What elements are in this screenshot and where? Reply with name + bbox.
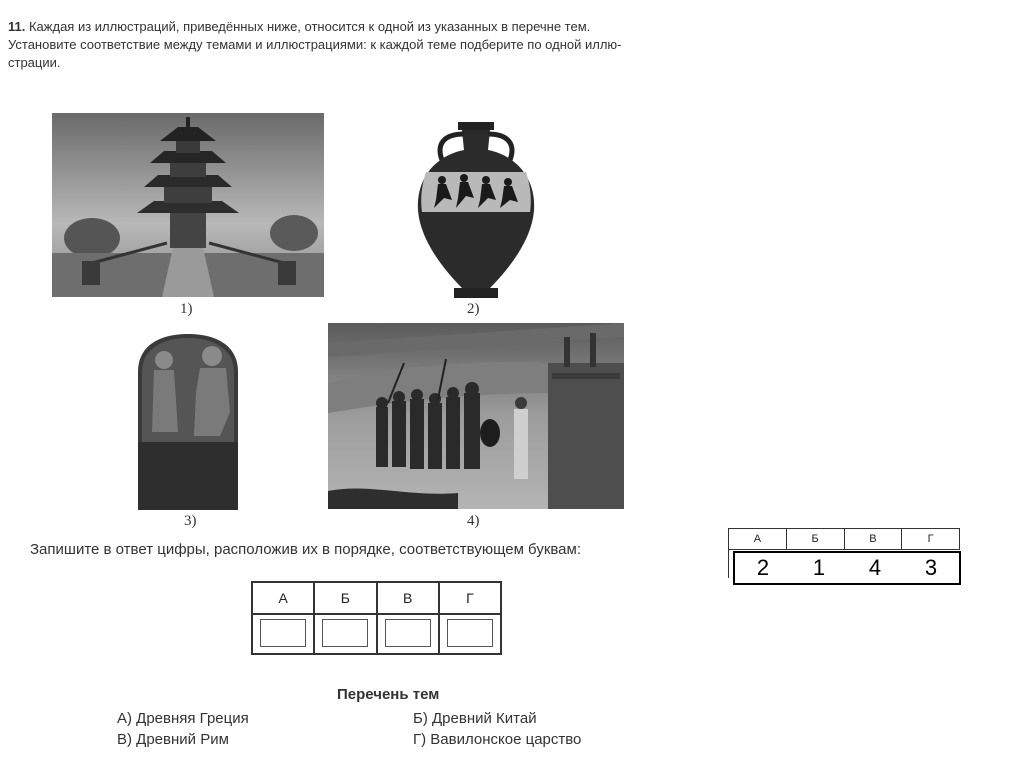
solution-header-a: А bbox=[729, 529, 787, 549]
answer-cell-b[interactable] bbox=[322, 619, 368, 647]
greek-amphora-photo bbox=[414, 120, 538, 300]
answer-table bbox=[251, 581, 502, 655]
hammurabi-stele-photo bbox=[134, 332, 242, 510]
task-number: 11. bbox=[8, 19, 26, 34]
solution-header-g: Г bbox=[927, 533, 934, 545]
task-text bbox=[8, 18, 708, 72]
chinese-pagoda-photo bbox=[52, 113, 324, 297]
illustration-2-caption: 2) bbox=[467, 301, 480, 317]
solution-value-b: 1 bbox=[812, 555, 826, 580]
illustration-1-caption: 1) bbox=[180, 301, 193, 317]
answer-instruction: Запишите в ответ цифры, расположив их в порядке, соответствующем буквам: bbox=[30, 541, 582, 558]
illustration-4-caption: 4) bbox=[467, 513, 480, 529]
roman-gladiators-painting bbox=[328, 323, 624, 509]
answer-header-a: А bbox=[252, 582, 314, 614]
answer-cell-v[interactable] bbox=[385, 619, 431, 647]
solution-value-g: 3 bbox=[924, 555, 938, 580]
topics-title: Перечень тем bbox=[337, 686, 440, 703]
answer-header-v: В bbox=[377, 582, 439, 614]
answer-cell-g[interactable] bbox=[447, 619, 493, 647]
solution-header-v: В bbox=[845, 529, 903, 549]
task-line-2: Установите соответствие между темами и иллюстрациями: к каждой теме подберите по одной иллю- bbox=[8, 37, 622, 52]
topic-a: А) Древняя Греция bbox=[117, 710, 249, 727]
task-line-3: страции. bbox=[8, 55, 61, 70]
answer-header-g: Г bbox=[439, 582, 501, 614]
topic-v: В) Древний Рим bbox=[117, 731, 229, 748]
answer-cell-a[interactable] bbox=[260, 619, 306, 647]
topic-g: Г) Вавилонское царство bbox=[413, 731, 582, 748]
answer-header-b: Б bbox=[314, 582, 376, 614]
illustration-3-caption: 3) bbox=[184, 513, 197, 529]
solution-value-a: 2 bbox=[756, 555, 770, 580]
solution-table bbox=[728, 528, 960, 580]
topic-b: Б) Древний Китай bbox=[413, 710, 537, 727]
task-line-1: Каждая из иллюстраций, приведённых ниже, относится к одной из указанных в перечне тем. bbox=[28, 19, 591, 34]
solution-value-v: 4 bbox=[868, 555, 882, 580]
solution-header-b: Б bbox=[787, 529, 845, 549]
